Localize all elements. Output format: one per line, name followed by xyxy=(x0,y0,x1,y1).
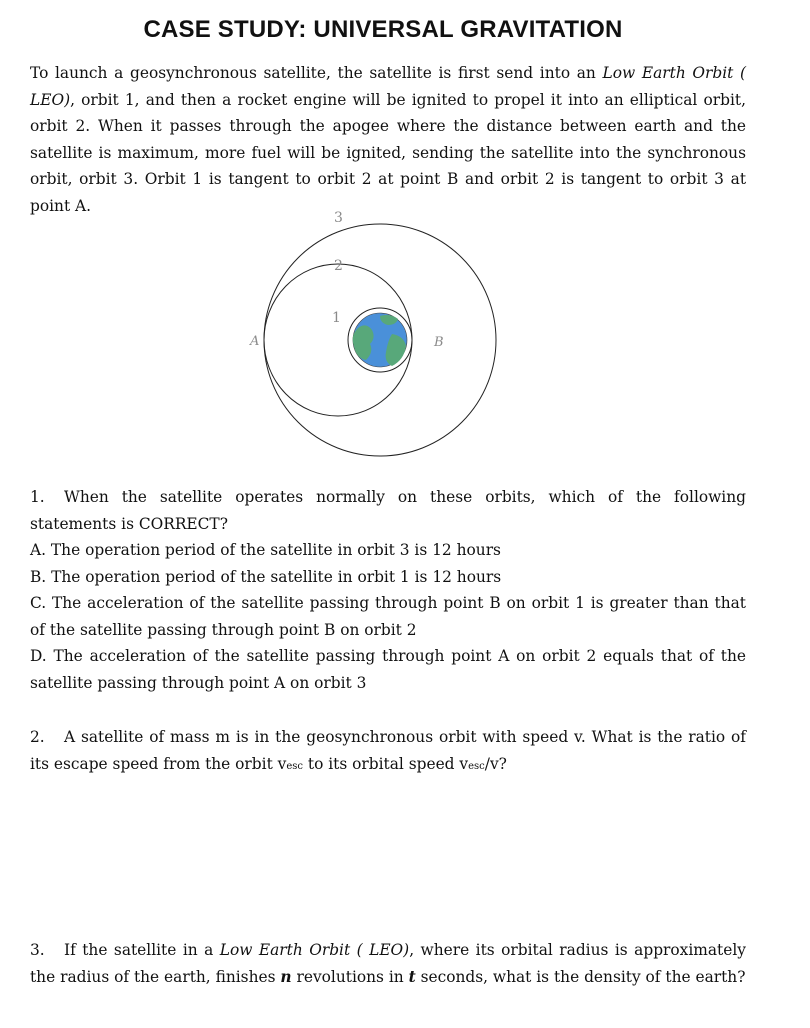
question-1-number: 1. xyxy=(30,488,45,506)
orbit-2-label: 2 xyxy=(334,258,343,274)
page-title: CASE STUDY: UNIVERSAL GRAVITATION xyxy=(143,16,623,43)
question-2-number: 2. xyxy=(30,728,45,746)
question-2-text-1: A satellite of mass m is in the geosynchronous orbit with speed v. What is the ratio of its escape speed from the orbit v xyxy=(30,728,746,773)
question-3-text-3: revolutions in xyxy=(291,967,409,986)
question-1-option-a: A. The operation period of the satellite in orbit 3 is 12 hours xyxy=(30,541,501,559)
question-2-subscript-1: esc xyxy=(286,760,303,772)
question-3-text-2: , where its orbital radius is approximately the radius of the earth, finishes xyxy=(30,941,746,986)
question-3-var-t: t xyxy=(408,967,416,986)
question-2-text-3: /v? xyxy=(484,754,507,773)
question-3-text-4: seconds, what is the density of the earth? xyxy=(415,967,746,986)
question-1-text: When the satellite operates normally on these orbits, which of the following statements is CORRECT? xyxy=(30,488,746,533)
question-1-option-d: D. The acceleration of the satellite passing through point A on orbit 2 equals that of the satellite passing through point A on orbit 3 xyxy=(30,647,746,692)
question-1-option-b: B. The operation period of the satellite in orbit 1 is 12 hours xyxy=(30,567,502,586)
question-1 xyxy=(30,484,746,696)
question-2-text-2: to its orbital speed v xyxy=(303,754,469,773)
point-a-label: A xyxy=(250,334,260,349)
question-2-stem xyxy=(30,724,746,780)
question-3-stem xyxy=(30,937,746,990)
point-b-label: B xyxy=(434,335,444,350)
intro-paragraph xyxy=(30,60,746,219)
question-3-number: 3. xyxy=(30,941,45,959)
orbit-diagram xyxy=(230,200,530,480)
question-3-leo-term: Low Earth Orbit ( LEO) xyxy=(219,941,410,959)
question-3-var-n: n xyxy=(280,967,292,986)
question-1-option-c: C. The acceleration of the satellite passing through point B on orbit 1 is greater than that of the satellite passing through point B on orbit 2 xyxy=(30,594,746,639)
orbit-3-label: 3 xyxy=(334,210,343,226)
question-3 xyxy=(30,937,746,990)
question-1-stem xyxy=(30,484,746,537)
intro-text-2: , orbit 1, and then a rocket engine will be ignited to propel it into an elliptical orbit, orbit 2. When it passes through the apogee where the distance between earth and the satellite is maximum, more fuel will be ignited, sending the satellite into the synchronous orbit, orbit 3. Orbit 1 is tangent to orbit 2 at point B and orbit 2 is tangent to orbit 3 at point A. xyxy=(30,90,746,215)
question-3-text-1: If the satellite in a xyxy=(64,941,220,959)
question-2-subscript-2: esc xyxy=(468,760,485,772)
intro-text-1: To launch a geosynchronous satellite, the satellite is first send into an xyxy=(30,64,603,82)
question-2 xyxy=(30,724,746,780)
intro-leo-term: Low Earth Orbit ( LEO) xyxy=(30,64,747,109)
orbit-1-label: 1 xyxy=(332,310,341,326)
earth-icon xyxy=(353,313,407,367)
